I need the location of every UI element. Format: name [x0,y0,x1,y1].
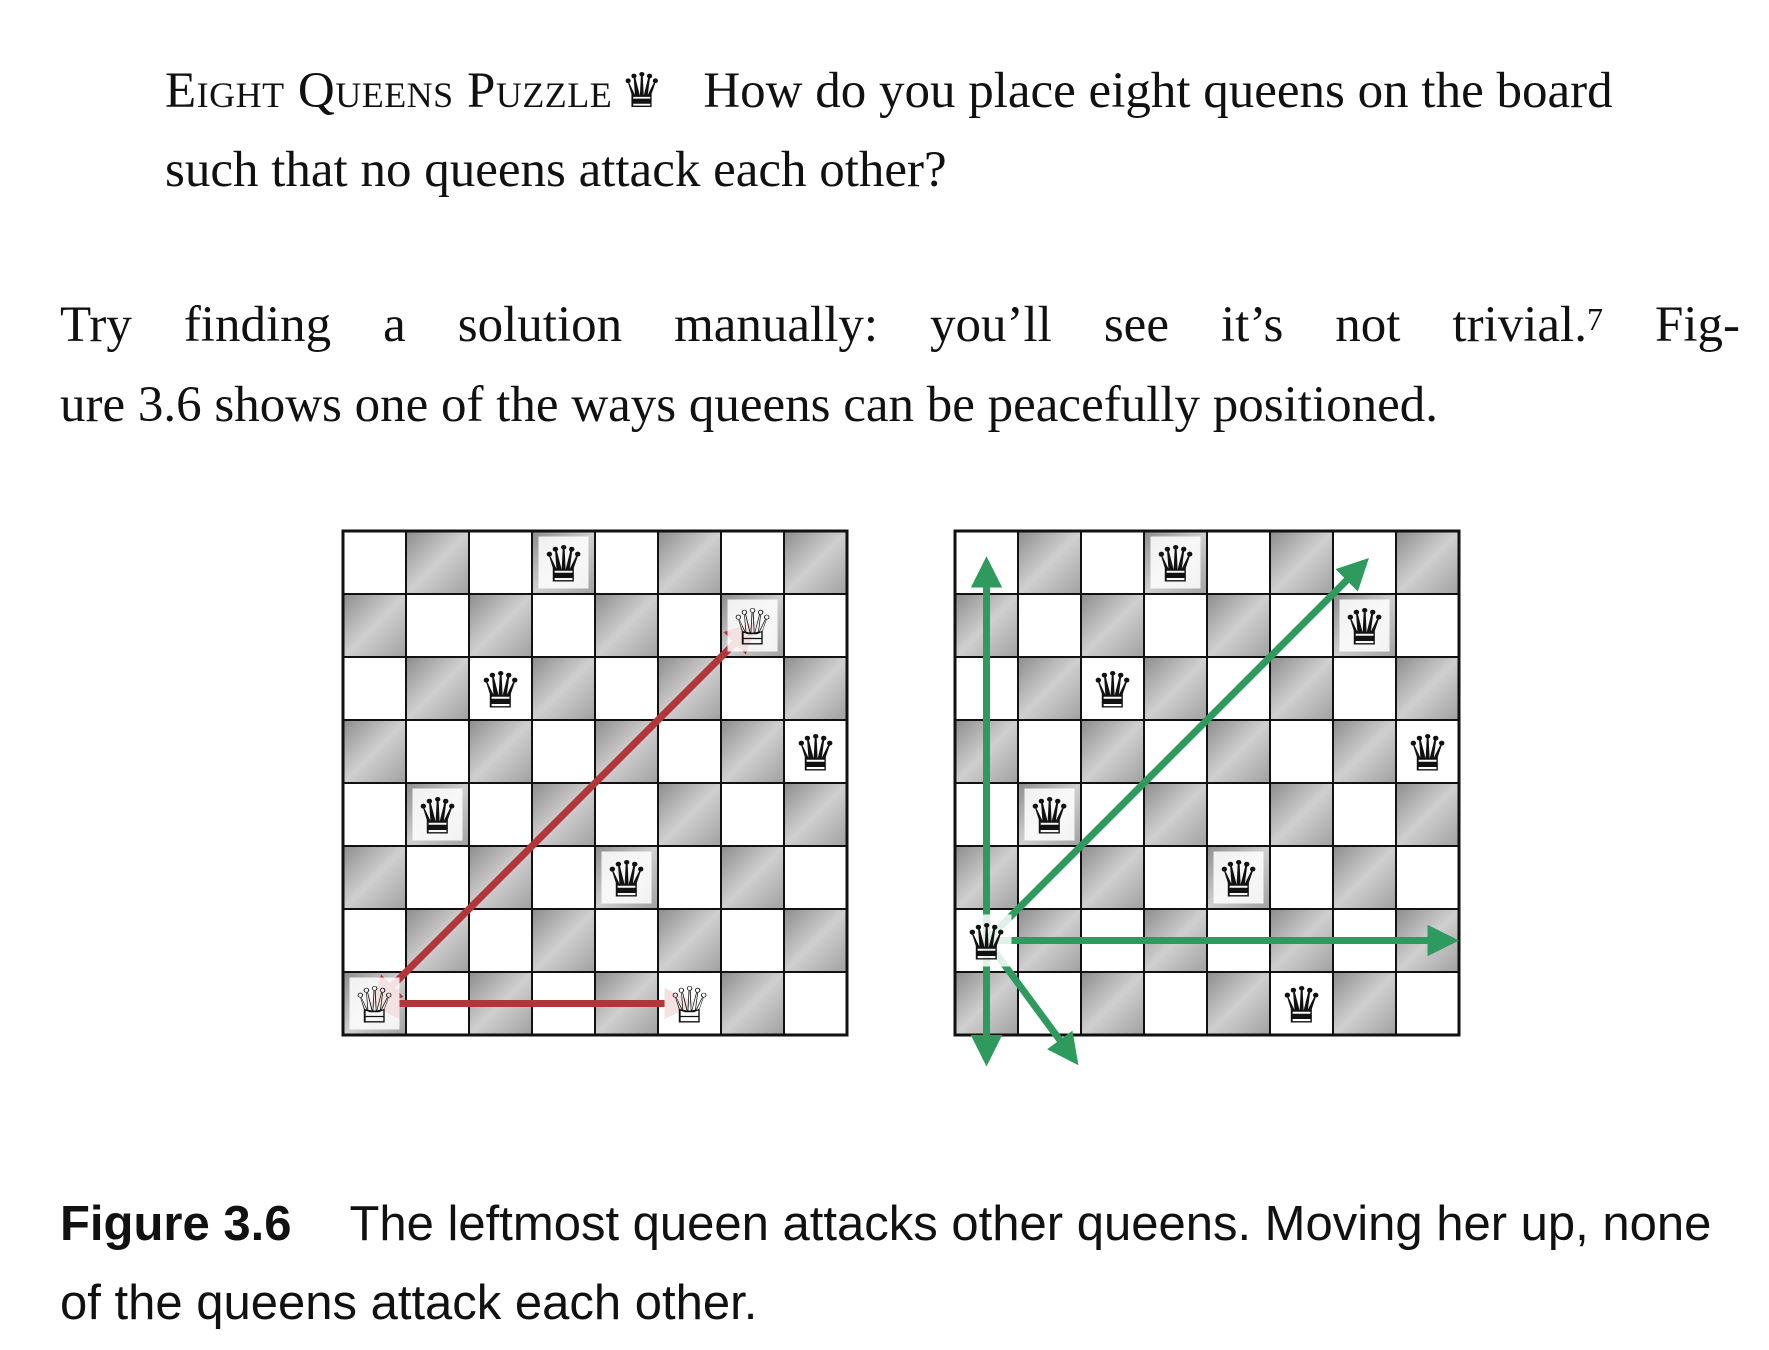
black-queen-icon: ♛ [478,661,523,720]
board-square [1396,972,1459,1035]
board-square [658,594,721,657]
paragraph-line-2: ure 3.6 shows one of the ways queens can be peacefully positioned. [60,377,1439,433]
board-square [532,909,595,972]
board-square [1144,972,1207,1035]
black-queen-icon: ♛ [1216,850,1261,909]
board-square [1207,972,1270,1035]
board-before [343,531,847,1035]
board-square [469,531,532,594]
board-square [721,846,784,909]
white-queen-icon: ♕ [730,598,775,657]
board-square [1333,657,1396,720]
black-queen-icon: ♛ [964,913,1009,972]
queen-icon: ♛ [620,65,664,118]
paragraph-text-1-end: Fig- [1602,297,1740,353]
board-square [406,657,469,720]
board-square [1207,720,1270,783]
board-square [1207,783,1270,846]
board-square [1144,846,1207,909]
board-square [784,846,847,909]
board-square [1396,846,1459,909]
board-square [469,783,532,846]
black-queen-icon: ♛ [793,724,838,783]
board-square [1081,972,1144,1035]
board-square [406,594,469,657]
board-square [1018,594,1081,657]
board-square [1081,846,1144,909]
black-queen-icon: ♛ [1090,661,1135,720]
board-square [721,531,784,594]
caption-label: Figure 3.6 [60,1197,292,1251]
black-queen-icon: ♛ [1342,598,1387,657]
board-square [469,720,532,783]
board-square [1018,720,1081,783]
black-queen-icon: ♛ [415,787,460,846]
puzzle-question: How do you place eight queens on the board such that no queens attack each other? [165,63,1613,198]
board-square [343,720,406,783]
white-queen-icon: ♕ [667,976,712,1035]
board-square [784,972,847,1035]
board-square [721,972,784,1035]
board-square [595,594,658,657]
board-square [1396,657,1459,720]
white-queen-icon: ♕ [352,976,397,1035]
board-square [1081,594,1144,657]
figure-caption [60,1185,1740,1343]
board-square [721,783,784,846]
board-square [658,783,721,846]
board-square [1333,783,1396,846]
black-queen-icon: ♛ [1027,787,1072,846]
board-square [343,657,406,720]
board-square [343,594,406,657]
board-square [595,909,658,972]
board-square [1144,594,1207,657]
black-queen-icon: ♛ [604,850,649,909]
puzzle-title: Eight Queens Puzzle [165,63,613,119]
board-square [1396,531,1459,594]
board-square [1207,531,1270,594]
paragraph-text-1: Try finding a solution manually: you’ll see it’s not trivial. [60,297,1587,353]
board-square [1018,657,1081,720]
caption-text: The leftmost queen attacks other queens. Moving her up, none of the queens attack each other. [60,1197,1712,1330]
board-square [406,720,469,783]
board-square [532,657,595,720]
board-square [658,720,721,783]
board-square [343,909,406,972]
board-square [1270,531,1333,594]
board-square [658,909,721,972]
board-square [721,657,784,720]
board-square [595,531,658,594]
board-square [1144,783,1207,846]
board-square [1270,657,1333,720]
board-square [1081,720,1144,783]
board-square [1270,720,1333,783]
board-square [532,846,595,909]
black-queen-icon: ♛ [1279,976,1324,1035]
board-square [343,531,406,594]
board-square [784,657,847,720]
black-queen-icon: ♛ [1405,724,1450,783]
board-square [1144,657,1207,720]
board-square [532,594,595,657]
board-square [1018,531,1081,594]
board-square [784,783,847,846]
board-square [406,846,469,909]
board-square [1396,594,1459,657]
black-queen-icon: ♛ [541,535,586,594]
board-after [955,531,1459,1060]
board-square [1333,972,1396,1035]
board-square [469,909,532,972]
board-square [1270,846,1333,909]
board-square [658,531,721,594]
board-square [1333,846,1396,909]
board-square [1270,783,1333,846]
board-square [1207,594,1270,657]
board-square [595,783,658,846]
board-square [343,783,406,846]
footnote-marker[interactable]: 7 [1586,301,1603,337]
board-square [406,531,469,594]
board-square [721,720,784,783]
board-square [721,909,784,972]
board-square [469,594,532,657]
board-square [784,531,847,594]
board-square [595,657,658,720]
board-square [1396,783,1459,846]
board-square [658,846,721,909]
board-square [1081,531,1144,594]
board-square [532,720,595,783]
black-queen-icon: ♛ [1153,535,1198,594]
board-square [1333,720,1396,783]
board-square [784,594,847,657]
board-square [784,909,847,972]
board-square [343,846,406,909]
